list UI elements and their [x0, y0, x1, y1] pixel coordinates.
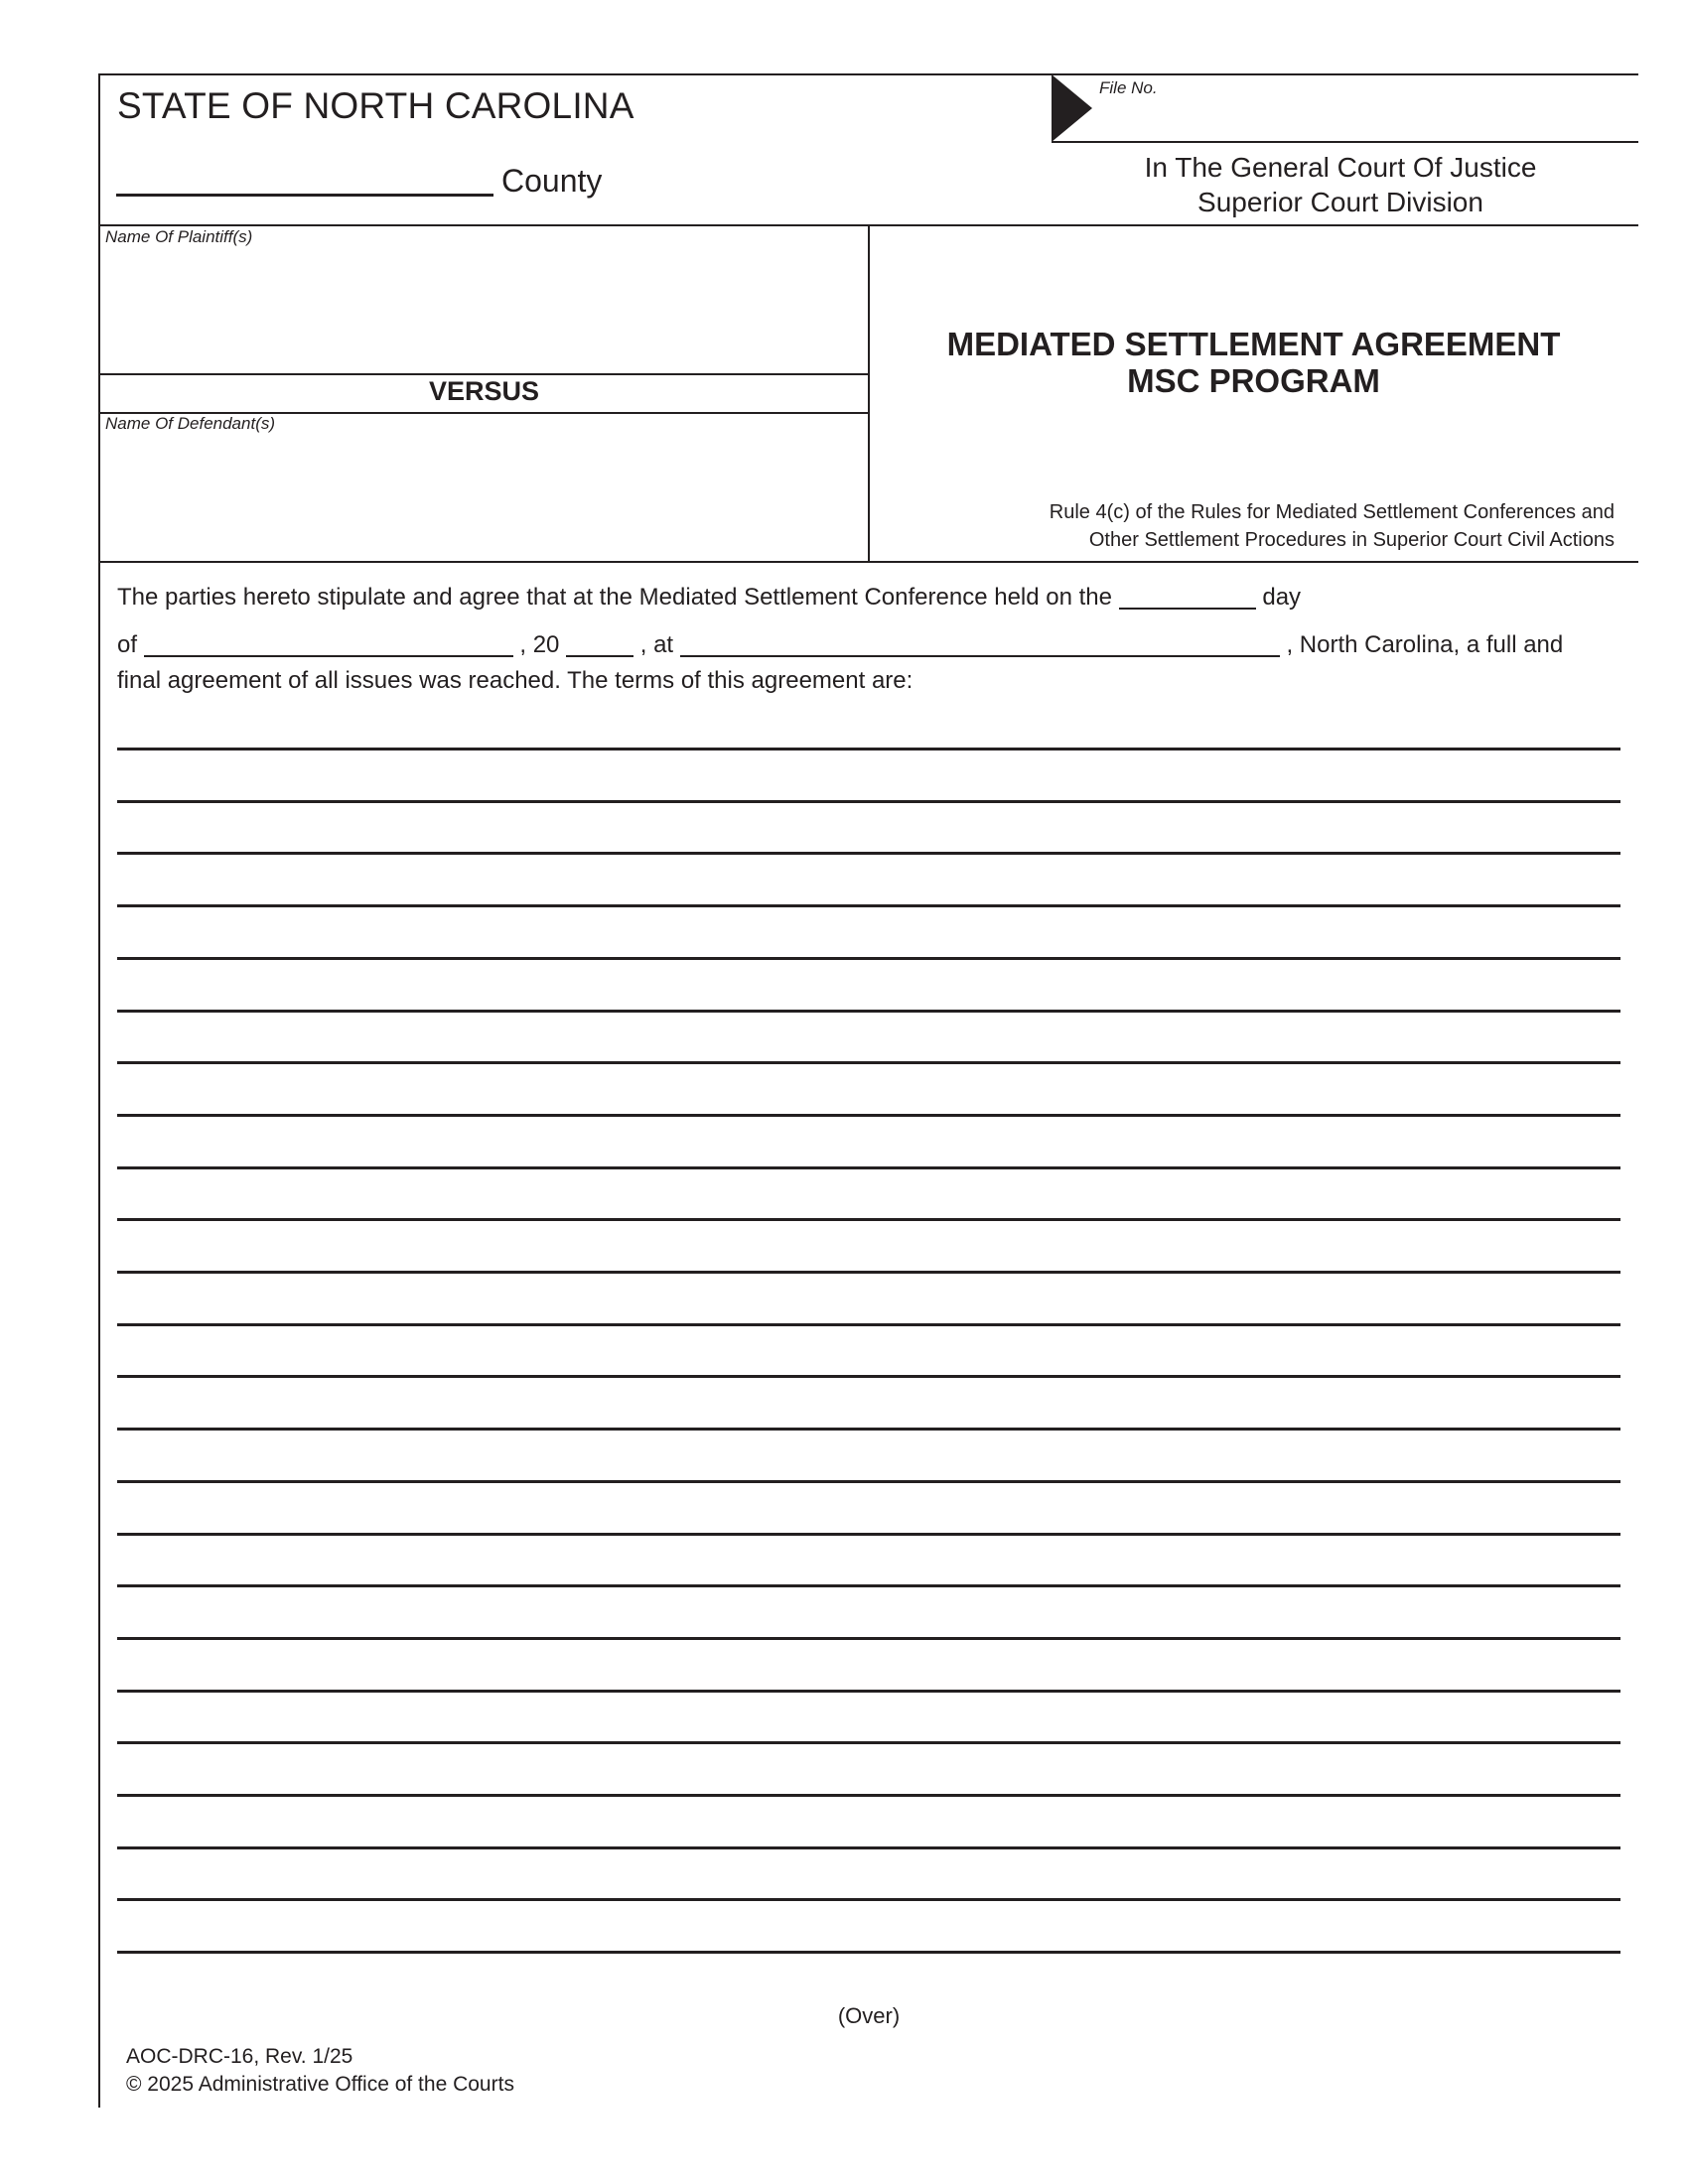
month-field[interactable] — [144, 636, 513, 658]
terms-line-rule — [117, 1010, 1620, 1013]
terms-line-rule — [117, 1166, 1620, 1169]
plaintiff-field[interactable] — [105, 250, 864, 373]
county-label: County — [501, 163, 603, 199]
terms-line-field[interactable] — [117, 1915, 1624, 1953]
terms-line-field[interactable] — [117, 869, 1624, 906]
top-border — [98, 73, 1638, 75]
location-blank[interactable] — [680, 631, 1280, 657]
file-no-bottom-line — [1052, 141, 1638, 143]
terms-line-rule — [117, 1375, 1620, 1378]
rule-reference-line1: Rule 4(c) of the Rules for Mediated Settlement Conferences and — [1049, 501, 1615, 523]
terms-line-rule — [117, 1114, 1620, 1117]
year-field[interactable] — [566, 636, 633, 658]
terms-line-field[interactable] — [117, 1601, 1624, 1639]
court-line-general: In The General Court Of Justice — [1144, 152, 1537, 183]
defendant-label: Name Of Defendant(s) — [105, 414, 276, 433]
intro-text-1: The parties hereto stipulate and agree that at the Mediated Settlement Conference held on the — [117, 584, 1112, 611]
terms-line-rule — [117, 1741, 1620, 1744]
terms-line-rule — [117, 852, 1620, 855]
terms-line-rule — [117, 1323, 1620, 1326]
intro-day-label: day — [1262, 584, 1302, 611]
terms-line-field[interactable] — [117, 1497, 1624, 1535]
versus-label: VERSUS — [428, 376, 540, 406]
terms-line-field[interactable] — [117, 1706, 1624, 1743]
terms-line-rule — [117, 1428, 1620, 1431]
county-field-underline — [116, 194, 493, 197]
terms-line-rule — [117, 800, 1620, 803]
form-title — [869, 326, 1638, 399]
terms-line-field[interactable] — [117, 1758, 1624, 1796]
file-no-label: File No. — [1099, 78, 1158, 97]
intro-line-2 — [117, 631, 1563, 659]
court-designation — [1092, 150, 1589, 219]
day-blank[interactable] — [1119, 584, 1256, 610]
terms-line-field[interactable] — [117, 1811, 1624, 1848]
terms-line-field[interactable] — [117, 1078, 1624, 1116]
terms-line-field[interactable] — [117, 921, 1624, 959]
defendant-field[interactable] — [105, 437, 864, 562]
terms-line-rule — [117, 1898, 1620, 1901]
state-title: STATE OF NORTH CAROLINA — [117, 85, 634, 126]
terms-line-field[interactable] — [117, 816, 1624, 854]
location-field[interactable] — [680, 636, 1280, 658]
terms-line-field[interactable] — [117, 1549, 1624, 1586]
terms-line-rule — [117, 904, 1620, 907]
terms-line-field[interactable] — [117, 1654, 1624, 1692]
versus-top-line — [98, 373, 869, 375]
intro-at-label: , at — [639, 631, 674, 658]
terms-line-rule — [117, 1533, 1620, 1536]
intro-year-prefix: , 20 — [519, 631, 560, 658]
rule-reference — [874, 498, 1615, 554]
court-line-division: Superior Court Division — [1197, 187, 1483, 217]
terms-line-field[interactable] — [117, 974, 1624, 1012]
terms-line-field[interactable] — [117, 1288, 1624, 1325]
intro-line-1 — [117, 584, 1301, 612]
terms-line-rule — [117, 1846, 1620, 1849]
terms-line-field[interactable] — [117, 1862, 1624, 1900]
terms-line-rule — [117, 1218, 1620, 1221]
form-title-line2: MSC PROGRAM — [1127, 362, 1380, 399]
terms-line-rule — [117, 1271, 1620, 1274]
terms-line-rule — [117, 1637, 1620, 1640]
terms-line-field[interactable] — [117, 1131, 1624, 1168]
intro-of-label: of — [117, 631, 138, 658]
terms-line-field[interactable] — [117, 1392, 1624, 1430]
form-id: AOC-DRC-16, Rev. 1/25 — [126, 2045, 353, 2068]
over-indicator: (Over) — [837, 2003, 901, 2028]
intro-nc-text: , North Carolina, a full and — [1286, 631, 1564, 658]
terms-line-field[interactable] — [117, 1444, 1624, 1482]
day-field[interactable] — [1119, 589, 1256, 611]
month-blank[interactable] — [144, 631, 513, 657]
county-field[interactable] — [117, 159, 494, 193]
terms-line-rule — [117, 1480, 1620, 1483]
copyright: © 2025 Administrative Office of the Courts — [126, 2073, 514, 2096]
terms-line-rule — [117, 957, 1620, 960]
intro-line-3: final agreement of all issues was reached. The terms of this agreement are: — [117, 667, 914, 694]
terms-line-rule — [117, 1584, 1620, 1587]
terms-line-field[interactable] — [117, 1182, 1624, 1220]
terms-line-rule — [117, 1690, 1620, 1693]
terms-line-rule — [117, 748, 1620, 751]
arrow-right-icon — [1052, 74, 1092, 142]
terms-line-field[interactable] — [117, 1235, 1624, 1273]
form-footer — [126, 2043, 514, 2099]
terms-line-rule — [117, 1951, 1620, 1954]
terms-line-field[interactable] — [117, 712, 1624, 750]
terms-line-field[interactable] — [117, 1025, 1624, 1063]
rule-reference-line2: Other Settlement Procedures in Superior Court Civil Actions — [1088, 529, 1615, 551]
terms-line-rule — [117, 1794, 1620, 1797]
form-title-line1: MEDIATED SETTLEMENT AGREEMENT — [946, 326, 1561, 362]
year-blank[interactable] — [566, 631, 633, 657]
terms-line-rule — [117, 1061, 1620, 1064]
terms-line-field[interactable] — [117, 764, 1624, 802]
terms-line-field[interactable] — [117, 1339, 1624, 1377]
file-no-field[interactable] — [1099, 99, 1629, 141]
plaintiff-label: Name Of Plaintiff(s) — [105, 227, 253, 246]
